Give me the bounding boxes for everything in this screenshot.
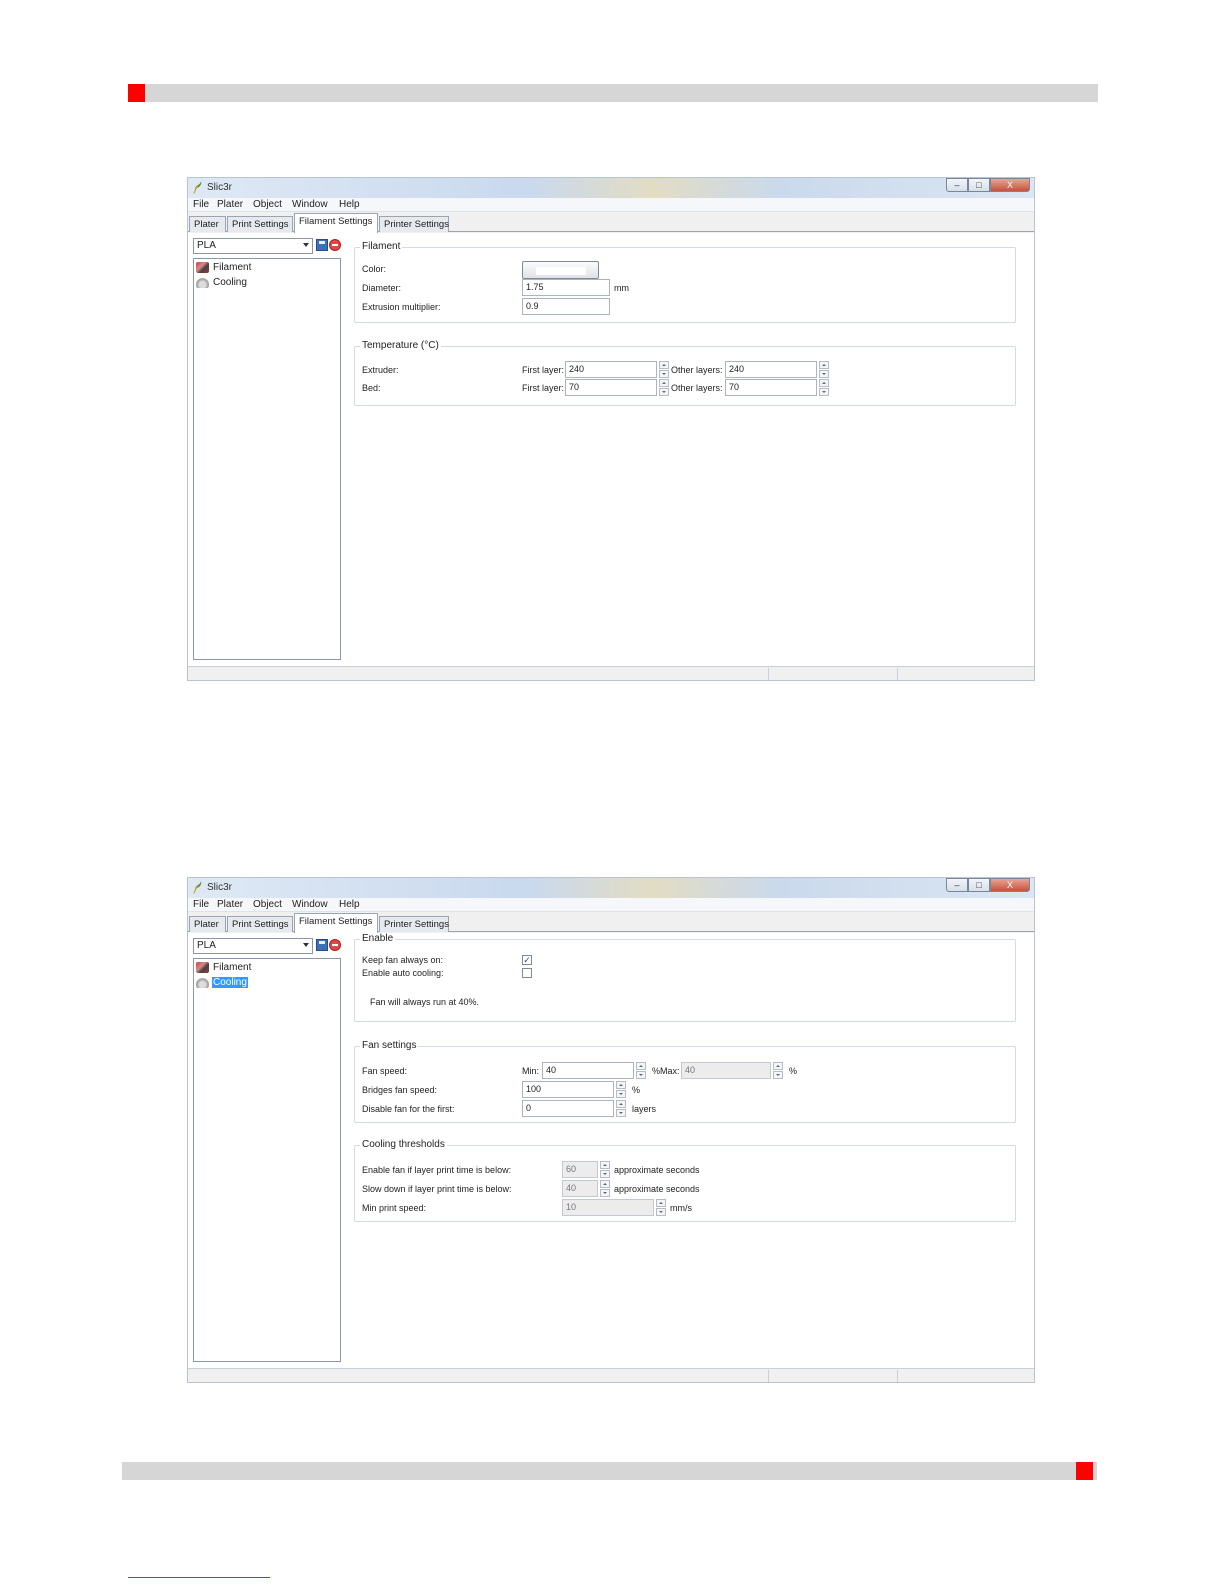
minimize-button[interactable]: – (946, 878, 968, 892)
speed-unit: mm/s (670, 1203, 692, 1213)
tab-filament-settings[interactable]: Filament Settings (294, 913, 378, 933)
temperature-group (354, 340, 1016, 406)
bed-first-layer-stepper[interactable] (659, 379, 669, 396)
slic3r-logo-icon (191, 180, 203, 195)
delete-icon[interactable] (329, 939, 341, 951)
filament-icon (196, 262, 209, 273)
status-divider (768, 1370, 769, 1382)
tree-item-cooling[interactable] (196, 976, 248, 989)
window-controls (946, 178, 1030, 192)
slow-down-seconds-unit: approximate seconds (614, 1184, 700, 1194)
extruder-first-layer-input[interactable]: 240 (565, 361, 657, 378)
slic3r-logo-icon (191, 880, 203, 895)
menu-plater[interactable]: Plater (217, 199, 244, 210)
tab-filament-settings[interactable]: Filament Settings (294, 213, 378, 233)
bridges-fan-input[interactable]: 100 (522, 1081, 614, 1098)
color-label: Color: (362, 264, 387, 274)
fan-max-input[interactable]: 40 (681, 1062, 771, 1079)
fan-min-input[interactable]: 40 (542, 1062, 634, 1079)
enable-fan-threshold-stepper[interactable] (600, 1161, 610, 1178)
menu-file[interactable]: File (193, 899, 210, 910)
disable-fan-input[interactable]: 0 (522, 1100, 614, 1117)
chevron-down-icon (303, 243, 309, 247)
tree-item-label: Cooling (213, 277, 247, 288)
layers-unit: layers (632, 1104, 657, 1114)
window-title: Slic3r (207, 882, 233, 893)
tab-plater[interactable]: Plater (189, 216, 226, 232)
status-divider (897, 668, 898, 680)
extrusion-multiplier-input[interactable]: 0.9 (522, 298, 610, 315)
fan-note: Fan will always run at 40%. (370, 997, 480, 1007)
cooling-thresholds-group (354, 1139, 1016, 1222)
close-button[interactable]: X (990, 178, 1030, 192)
status-divider (768, 668, 769, 680)
bed-other-layers-input[interactable]: 70 (725, 379, 817, 396)
enable-group (354, 933, 1016, 1022)
diameter-input[interactable]: 1.75 (522, 279, 610, 296)
preset-select[interactable] (193, 238, 313, 254)
max-label: %Max: (652, 1066, 680, 1076)
disable-fan-label: Disable fan for the first: (362, 1104, 455, 1114)
extruder-other-layers-input[interactable]: 240 (725, 361, 817, 378)
group-title: Temperature (°C) (362, 340, 439, 351)
page-header-band (128, 84, 1098, 102)
tab-bar (188, 213, 1034, 232)
tab-print-settings[interactable]: Print Settings (227, 916, 293, 932)
keep-fan-checkbox[interactable]: ✓ (523, 955, 531, 965)
menu-window[interactable]: Window (292, 899, 328, 910)
menu-bar (188, 898, 1034, 912)
fan-max-stepper[interactable] (773, 1062, 783, 1079)
other-layers-label: Other layers: (671, 365, 723, 375)
cooling-icon (196, 977, 209, 988)
tree-item-filament[interactable] (196, 261, 252, 274)
tree-item-label: Filament (213, 262, 252, 273)
status-bar (188, 666, 1034, 680)
bridges-fan-label: Bridges fan speed: (362, 1085, 438, 1095)
filament-icon (196, 962, 209, 973)
slic3r-window-cooling (187, 877, 1035, 1383)
filament-group (354, 241, 1016, 323)
settings-panel (188, 233, 1034, 666)
save-icon[interactable] (316, 239, 328, 251)
extruder-other-layers-stepper[interactable] (819, 361, 829, 378)
maximize-button[interactable]: □ (968, 178, 990, 192)
settings-tree (193, 258, 341, 660)
min-print-speed-input[interactable]: 10 (562, 1199, 654, 1216)
title-bar (188, 878, 1034, 898)
first-layer-label: First layer: (522, 365, 565, 375)
slic3r-window-filament (187, 177, 1035, 681)
tree-item-label-selected: Cooling (213, 977, 247, 988)
min-label: Min: (522, 1066, 540, 1076)
extruder-label: Extruder: (362, 365, 399, 375)
bed-other-layers-stepper[interactable] (819, 379, 829, 396)
header-marker (128, 84, 145, 102)
min-print-speed-stepper[interactable] (656, 1199, 666, 1216)
tab-bar (188, 913, 1034, 932)
window-controls (946, 878, 1030, 892)
fan-speed-label: Fan speed: (362, 1066, 408, 1076)
footer-marker (1076, 1462, 1093, 1480)
footnote-rule (128, 1577, 270, 1578)
menu-file[interactable]: File (193, 199, 210, 210)
menu-window[interactable]: Window (292, 199, 328, 210)
disable-fan-stepper[interactable] (616, 1100, 626, 1117)
status-divider (897, 1370, 898, 1382)
group-title: Enable (362, 933, 394, 944)
bed-label: Bed: (362, 383, 381, 393)
menu-object[interactable]: Object (253, 199, 282, 210)
slow-down-threshold-label: Slow down if layer print time is below: (362, 1184, 512, 1194)
preset-select[interactable] (193, 938, 313, 954)
preset-value: PLA (197, 240, 216, 251)
auto-cooling-label: Enable auto cooling: (362, 968, 444, 978)
menu-bar (188, 198, 1034, 212)
tree-item-cooling[interactable] (196, 276, 248, 289)
enable-fan-threshold-input[interactable]: 60 (562, 1161, 598, 1178)
diameter-label: Diameter: (362, 283, 402, 293)
preset-value: PLA (197, 940, 216, 951)
slow-down-threshold-stepper[interactable] (600, 1180, 610, 1197)
save-icon[interactable] (316, 939, 328, 951)
tab-printer-settings[interactable]: Printer Settings (379, 216, 449, 232)
diameter-unit: mm (614, 283, 629, 293)
enable-fan-seconds-unit: approximate seconds (614, 1165, 700, 1175)
maximize-button[interactable]: □ (968, 878, 990, 892)
fan-min-stepper[interactable] (636, 1062, 646, 1079)
auto-cooling-checkbox[interactable] (522, 968, 532, 978)
menu-help[interactable]: Help (339, 199, 360, 210)
chevron-down-icon (303, 943, 309, 947)
first-layer-label: First layer: (522, 383, 565, 393)
settings-tree (193, 958, 341, 1362)
bridges-fan-stepper[interactable] (616, 1081, 626, 1098)
group-title: Cooling thresholds (362, 1139, 445, 1150)
keep-fan-label: Keep fan always on: (362, 955, 444, 965)
tree-item-filament[interactable] (196, 961, 252, 974)
min-print-speed-label: Min print speed: (362, 1203, 427, 1213)
color-picker-button[interactable] (522, 261, 599, 279)
max-percent-unit: % (789, 1066, 798, 1076)
cooling-icon (196, 277, 209, 288)
close-button[interactable]: X (990, 878, 1030, 892)
menu-object[interactable]: Object (253, 899, 282, 910)
fan-settings-group (354, 1040, 1016, 1123)
window-title: Slic3r (207, 182, 233, 193)
group-title: Fan settings (362, 1040, 417, 1051)
other-layers-label: Other layers: (671, 383, 723, 393)
page-footer-band (122, 1462, 1097, 1480)
menu-help[interactable]: Help (339, 899, 360, 910)
menu-plater[interactable]: Plater (217, 899, 244, 910)
bed-first-layer-input[interactable]: 70 (565, 379, 657, 396)
status-bar (188, 1368, 1034, 1382)
extrusion-multiplier-label: Extrusion multiplier: (362, 302, 441, 312)
tab-printer-settings[interactable]: Printer Settings (379, 916, 449, 932)
title-bar (188, 178, 1034, 198)
bridges-percent-unit: % (632, 1085, 641, 1095)
minimize-button[interactable]: – (946, 178, 968, 192)
group-title: Filament (362, 241, 401, 252)
extruder-first-layer-stepper[interactable] (659, 361, 669, 378)
tree-item-label: Filament (213, 962, 252, 973)
settings-panel (188, 933, 1034, 1368)
tab-plater[interactable]: Plater (189, 916, 226, 932)
enable-fan-threshold-label: Enable fan if layer print time is below: (362, 1165, 512, 1175)
tab-print-settings[interactable]: Print Settings (227, 216, 293, 232)
slow-down-threshold-input[interactable]: 40 (562, 1180, 598, 1197)
delete-icon[interactable] (329, 239, 341, 251)
